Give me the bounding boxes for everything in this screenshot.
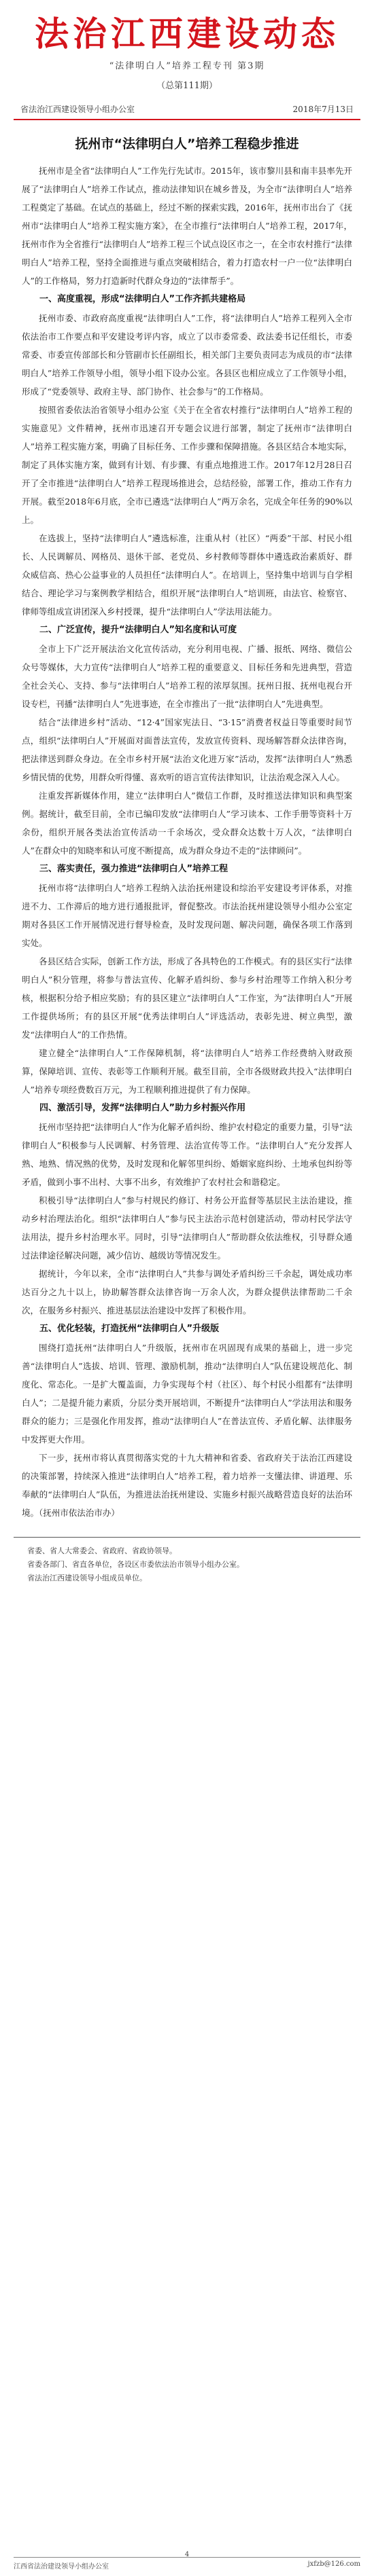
body-paragraph: 积极引导“法律明白人”参与村规民约修订、村务公开监督等基层民主法治建设，推动乡村治理法治化。组织“法律明白人”参与民主法治示范村创建活动，带动村民学法守法用法，提升乡村治理水平。同时，引导“法律明白人”帮助群众依法维权，引导群众通过法律途径解决问题，减少信访、越级访等情况发生。: [22, 1195, 352, 1260]
distribution-item: 省委、省人大常委会、省政府、省政协领导。: [27, 1546, 177, 1555]
article-title: 抚州市“法律明白人”培养工程稳步推进: [75, 137, 299, 151]
issue-line: “法律明白人”培养工程专刊 第3期: [109, 61, 265, 71]
body-paragraph: 下一步，抚州市将认真贯彻落实党的十九大精神和省委、省政府关于法治江西建设的决策部署，持续深入推进“法律明白人”培养工程，着力培养一支懂法律、讲道理、乐奉献的“法律明白人”队伍，为推进法治抚州建设、实施乡村振兴战略营造良好的法治环境。（抚州市依法治市办）: [22, 1453, 352, 1518]
body-paragraph: 抚州市委、市政府高度重视“法律明白人”工作，将“法律明白人”培养工程列入全市依法治市工作要点和平安建设考评内容，成立了以市委常委、政法委书记任组长，市委常委、市委宣传部部长和分管副市长任副组长，相关部门主要负责同志为成员的市“法律明白人”培养工作领导小组，领导小组下设办公室。各县区也相应成立了工作领导小组，形成了“党委领导、政府主导、部门协作、社会参与”的工作格局。: [22, 313, 352, 397]
page-number: 4: [184, 2551, 190, 2558]
section-heading: 二、广泛宣传，提升“法律明白人”知名度和认可度: [39, 625, 237, 635]
body-paragraph: 注重发挥新媒体作用，建立“法律明白人”微信工作群，及时推送法律知识和典型案例。据统计，截至目前，全市已编印发放“法律明白人”学习读本、工作手册等资料十万余份，组织开展各类法治宣传活动一千余场次，受众群众达数十万人次，“法律明白人”在群众中的知晓率和认可度不断提高，成为群众身边不走的“法律顾问”。: [22, 791, 352, 856]
body-paragraph: 结合“法律进乡村”活动、“12·4”国家宪法日、“3·15”消费者权益日等重要时间节点，组织“法律明白人”开展面对面普法宣传，发放宣传资料、现场解答群众法律咨询，把法律送到群众身边。在全市乡村开展“法治文化进万家”活动，发挥“法律明白人”熟悉乡情民情的优势，用群众听得懂、喜欢听的语言宣传法律知识，让法治观念深入人心。: [22, 717, 352, 782]
issue-total: （总第111期）: [156, 81, 218, 91]
article-body: [22, 162, 352, 1522]
section-heading: 一、高度重视，形成“法律明白人”工作齐抓共建格局: [39, 294, 246, 304]
footer-bar: [14, 2557, 360, 2571]
footer-email: jxfzb@126.com: [307, 2560, 360, 2568]
body-paragraph: 据统计，今年以来，全市“法律明白人”共参与调处矛盾纠纷三千余起，调处成功率达百分之九十以上，协助解答群众法律咨询一万余人次，为群众提供法律帮助二千余次，在服务乡村振兴、推进基层法治建设中发挥了积极作用。: [22, 1269, 352, 1316]
body-paragraph: 抚州市将“法律明白人”培养工程纳入法治抚州建设和综治平安建设考评体系，对推进不力、工作滞后的地方进行通报批评，督促整改。市法治抚州建设领导小组办公室定期对各县区工作开展情况进行督导检查，及时发现问题、解决问题，确保各项工作落到实处。: [22, 883, 352, 948]
body-paragraph: 按照省委依法治省领导小组办公室《关于在全省农村推行“法律明白人”培养工程的实施意见》文件精神，抚州市迅速召开专题会议进行部署，制定了抚州市“法律明白人”培养工程实施方案，明确了目标任务、工作步骤和保障措施。各县区结合本地实际，制定了具体实施方案，做到有计划、有步骤、有重点地推进工作。2017年12月28日召开了全市推进“法律明白人”培养工程现场推进会，总结经验，部署工作，推动工作有力开展。截至2018年6月底，全市已遴选“法律明白人”两万余名，完成全年任务的90%以上。: [22, 405, 352, 525]
header-divider: [14, 119, 360, 120]
body-paragraph: 各县区结合实际，创新工作方法，形成了各具特色的工作模式。有的县区实行“法律明白人”积分管理，将参与普法宣传、化解矛盾纠纷、参与乡村治理等工作纳入积分考核，根据积分给予相应奖励；有的县区建立“法律明白人”工作室，为“法律明白人”开展工作提供场所；有的县区开展“优秀法律明白人”评选活动，表彰先进、树立典型，激发“法律明白人”的工作热情。: [22, 956, 352, 1040]
body-paragraph: 抚州市是全省“法律明白人”工作先行先试市。2015年，该市黎川县和南丰县率先开展了“法律明白人”培养工作试点，推动法律知识在城乡普及，为全市“法律明白人”培养工程奠定了基础。在试点的基础上，经过不断的探索实践，2016年，抚州市出台了《抚州市“法律明白人”培养工程实施方案》，在全市推行“法律明白人”培养工程，2017年，抚州市作为全省推行“法律明白人”培养工程三个试点设区市之一，在全市农村推行“法律明白人”培养工程，坚持全面推进与重点突破相结合，着力打造农村一户一位“法律明白人”的工作格局，努力打造新时代群众身边的“法律帮手”。: [22, 166, 352, 286]
distribution-list: [27, 1544, 347, 1585]
body-paragraph: 建立健全“法律明白人”工作保障机制，将“法律明白人”培养工作经费纳入财政预算，保障培训、宣传、表彰等工作顺利开展。截至目前，全市各级财政共投入“法律明白人”培养专项经费数百万元，为工程顺利推进提供了有力保障。: [22, 1048, 352, 1095]
footer-org: 江西省法治建设领导小组办公室: [14, 2563, 109, 2571]
body-paragraph: 全市上下广泛开展法治文化宣传活动，充分利用电视、广播、报纸、网络、微信公众号等媒体，大力宣传“法律明白人”培养工程的重要意义、目标任务和先进典型，营造全社会关心、支持、参与“法律明白人”培养工程的浓厚氛围。抚州日报、抚州电视台开设专栏，刊播“法律明白人”先进事迹，在全市推出了一批“法律明白人”先进典型。: [22, 644, 352, 709]
masthead-title: 法治江西建设动态: [35, 14, 339, 54]
distribution-item: 省法治江西建设领导小组成员单位。: [27, 1574, 147, 1582]
section-heading: 四、激活引导，发挥“法律明白人”助力乡村振兴作用: [39, 1103, 246, 1113]
section-heading: 三、落实责任，强力推进“法律明白人”培养工程: [39, 864, 228, 874]
body-paragraph: 抚州市坚持把“法律明白人”作为化解矛盾纠纷、维护农村稳定的重要力量，引导“法律明白人”积极参与人民调解、村务管理、法治宣传等工作。“法律明白人”充分发挥人熟、地熟、情况熟的优势，及时发现和化解邻里纠纷、婚姻家庭纠纷、土地承包纠纷等矛盾，做到小事不出村、大事不出乡，有效维护了农村社会和谐稳定。: [22, 1122, 352, 1187]
body-paragraph: 围绕打造抚州“法律明白人”升级版，抚州市在巩固现有成果的基础上，进一步完善“法律明白人”选拔、培训、管理、激励机制，推动“法律明白人”队伍建设规范化、制度化、常态化。一是扩大覆盖面，力争实现每个村（社区）、每个村民小组都有“法律明白人”；二是提升能力素质，分层分类开展培训，不断提升“法律明白人”学法用法和服务群众的能力；三是强化作用发挥，推动“法律明白人”在普法宣传、矛盾化解、法律服务中发挥更大作用。: [22, 1343, 352, 1445]
meta-row: [20, 103, 354, 115]
publish-date: 2018年7月13日: [292, 105, 354, 114]
body-paragraph: 在选拔上，坚持“法律明白人”遴选标准，注重从村（社区）“两委”干部、村民小组长、人民调解员、网格员、退休干部、老党员、乡村教师等群体中遴选政治素质好、群众威信高、热心公益事业的人员担任“法律明白人”。在培训上，坚持集中培训与自学相结合、理论学习与案例教学相结合，组织开展“法律明白人”培训班，由法官、检察官、律师等组成宣讲团深入乡村授课，提升“法律明白人”学法用法能力。: [22, 533, 352, 617]
publisher: 省法治江西建设领导小组办公室: [20, 105, 135, 114]
distribution-item: 省委各部门、省直各单位，各设区市委依法治市领导小组办公室。: [27, 1560, 244, 1569]
section-heading: 五、优化轻装，打造抚州“法律明白人”升级版: [39, 1324, 220, 1334]
footer-divider: [14, 1537, 360, 1538]
